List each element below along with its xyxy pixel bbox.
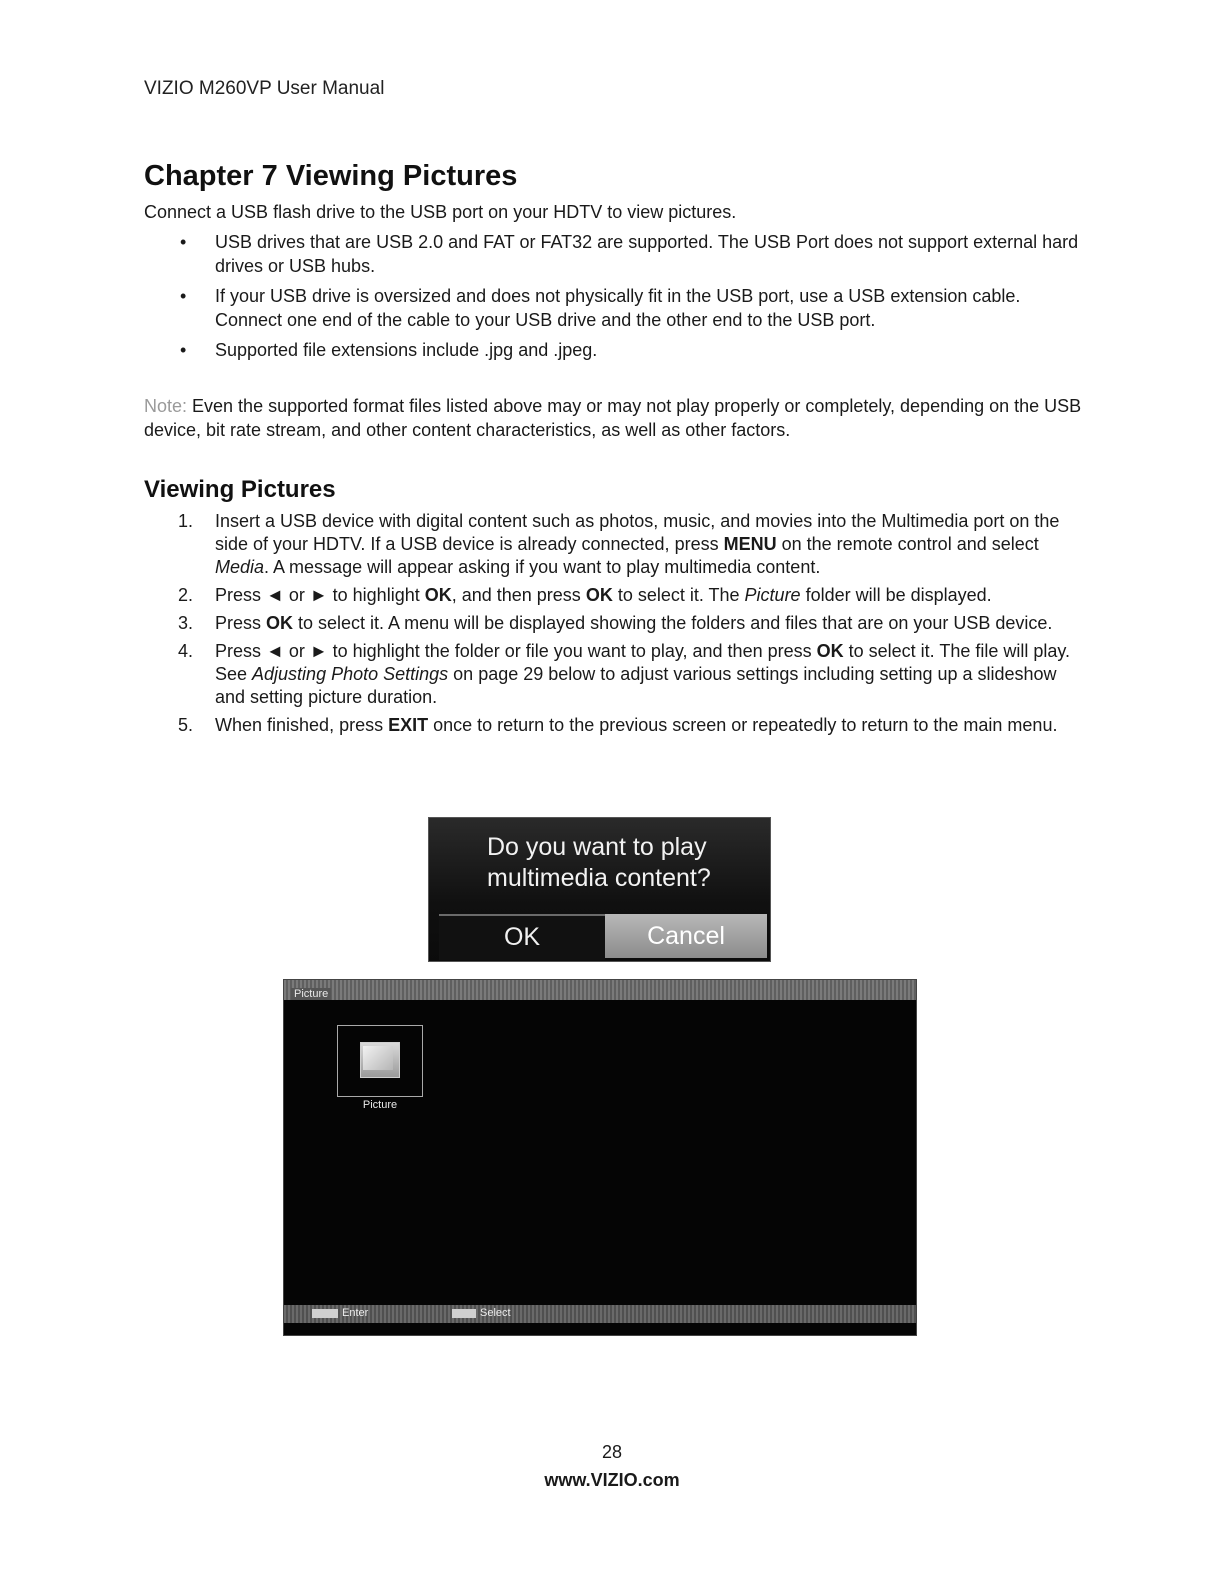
chapter-intro: Connect a USB flash drive to the USB port on your HDTV to view pictures.	[144, 202, 737, 222]
step-number: 5.	[178, 715, 194, 735]
step-text: OK	[424, 585, 452, 605]
step-text: to select it. The	[612, 585, 745, 605]
ok-key-icon	[312, 1309, 338, 1318]
step-text: , and then press	[451, 585, 586, 605]
bullet-icon: •	[180, 232, 187, 252]
step-text: once to return to the previous screen or repeatedly to return to the main menu.	[428, 715, 1058, 735]
dialog-message: Do you want to play multimedia content?	[487, 833, 711, 892]
section-title: Viewing Pictures	[144, 476, 336, 503]
step-text: MENU	[723, 534, 777, 554]
step-text: . A message will appear asking if you want to play multimedia content.	[264, 557, 821, 577]
picture-browser-screenshot	[283, 979, 917, 1336]
step-text: OK	[266, 613, 294, 633]
arrow-keys-icon	[452, 1309, 476, 1318]
step-item	[144, 584, 1084, 607]
step-text: Insert a USB device with digital content such as photos, music, and movies into the Multimedia port on the side of your HDTV. If a USB device is already connected, press	[215, 511, 1060, 554]
step-text: EXIT	[388, 715, 429, 735]
step-text: to select it. A menu will be displayed showing the folders and files that are on your USB device.	[293, 613, 1053, 633]
note-text: Even the supported format files listed above may or may not play properly or completely, depending on the USB device, bit rate stream, and other content characteristics, as well as other factors.	[144, 396, 1082, 440]
picture-folder-tile[interactable]	[337, 1025, 423, 1097]
step-text: Media	[215, 557, 265, 577]
step-text: Press	[215, 613, 267, 633]
browser-title: Picture	[291, 988, 331, 1000]
step-item	[144, 612, 1084, 635]
step-text: on the remote control and select	[776, 534, 1039, 554]
note-paragraph	[144, 394, 1084, 442]
footer-select-label: Select	[480, 1307, 511, 1319]
list-item: • USB drives that are USB 2.0 and FAT or FAT32 are supported. The USB Port does not support external hard drives or USB hubs.	[180, 232, 1079, 276]
step-text: Press ◄ or ► to highlight the folder or file you want to play, and then press	[215, 641, 817, 661]
running-header: VIZIO M260VP User Manual	[144, 78, 385, 99]
step-number: 4.	[178, 641, 194, 661]
step-item	[144, 640, 1084, 709]
browser-footer-bar	[284, 1305, 916, 1323]
step-number: 2.	[178, 585, 194, 605]
folder-label: Picture	[362, 1099, 398, 1111]
step-item	[144, 510, 1084, 579]
chapter-title: Chapter 7 Viewing Pictures	[144, 160, 518, 192]
requirements-list	[144, 230, 1084, 368]
step-text: folder will be displayed.	[800, 585, 992, 605]
step-text: Picture	[744, 585, 801, 605]
step-text: When finished, press	[215, 715, 389, 735]
step-item	[144, 714, 1084, 737]
step-text: to select it. The file will play. See	[215, 641, 1071, 684]
footer-url: www.VIZIO.com	[544, 1470, 680, 1490]
step-number: 3.	[178, 613, 194, 633]
step-text: OK	[585, 585, 613, 605]
step-text: Adjusting Photo Settings	[252, 664, 449, 684]
step-number: 1.	[178, 511, 194, 531]
page-number: 28	[601, 1442, 623, 1462]
folder-icon	[360, 1042, 400, 1078]
step-text: on page 29 below to adjust various settings including setting up a slideshow and setting picture duration.	[215, 664, 1057, 707]
step-text: OK	[816, 641, 844, 661]
list-item: • Supported file extensions include .jpg and .jpeg.	[180, 340, 598, 360]
list-item: • If your USB drive is oversized and does not physically fit in the USB port, use a USB extension cable. Connect one end of the cable to your USB drive and the other end to the USB port.	[180, 286, 1021, 330]
browser-title-bar	[284, 980, 916, 1000]
step-text: Press ◄ or ► to highlight	[215, 585, 425, 605]
steps-list	[144, 510, 1084, 742]
dialog-cancel-button[interactable]: Cancel	[605, 914, 767, 958]
bullet-icon: •	[180, 286, 187, 306]
footer-enter-label: Enter	[342, 1307, 369, 1319]
dialog-ok-button[interactable]: OK	[439, 914, 605, 960]
bullet-icon: •	[180, 340, 187, 360]
note-label: Note:	[144, 396, 188, 416]
multimedia-dialog-screenshot	[428, 817, 771, 962]
